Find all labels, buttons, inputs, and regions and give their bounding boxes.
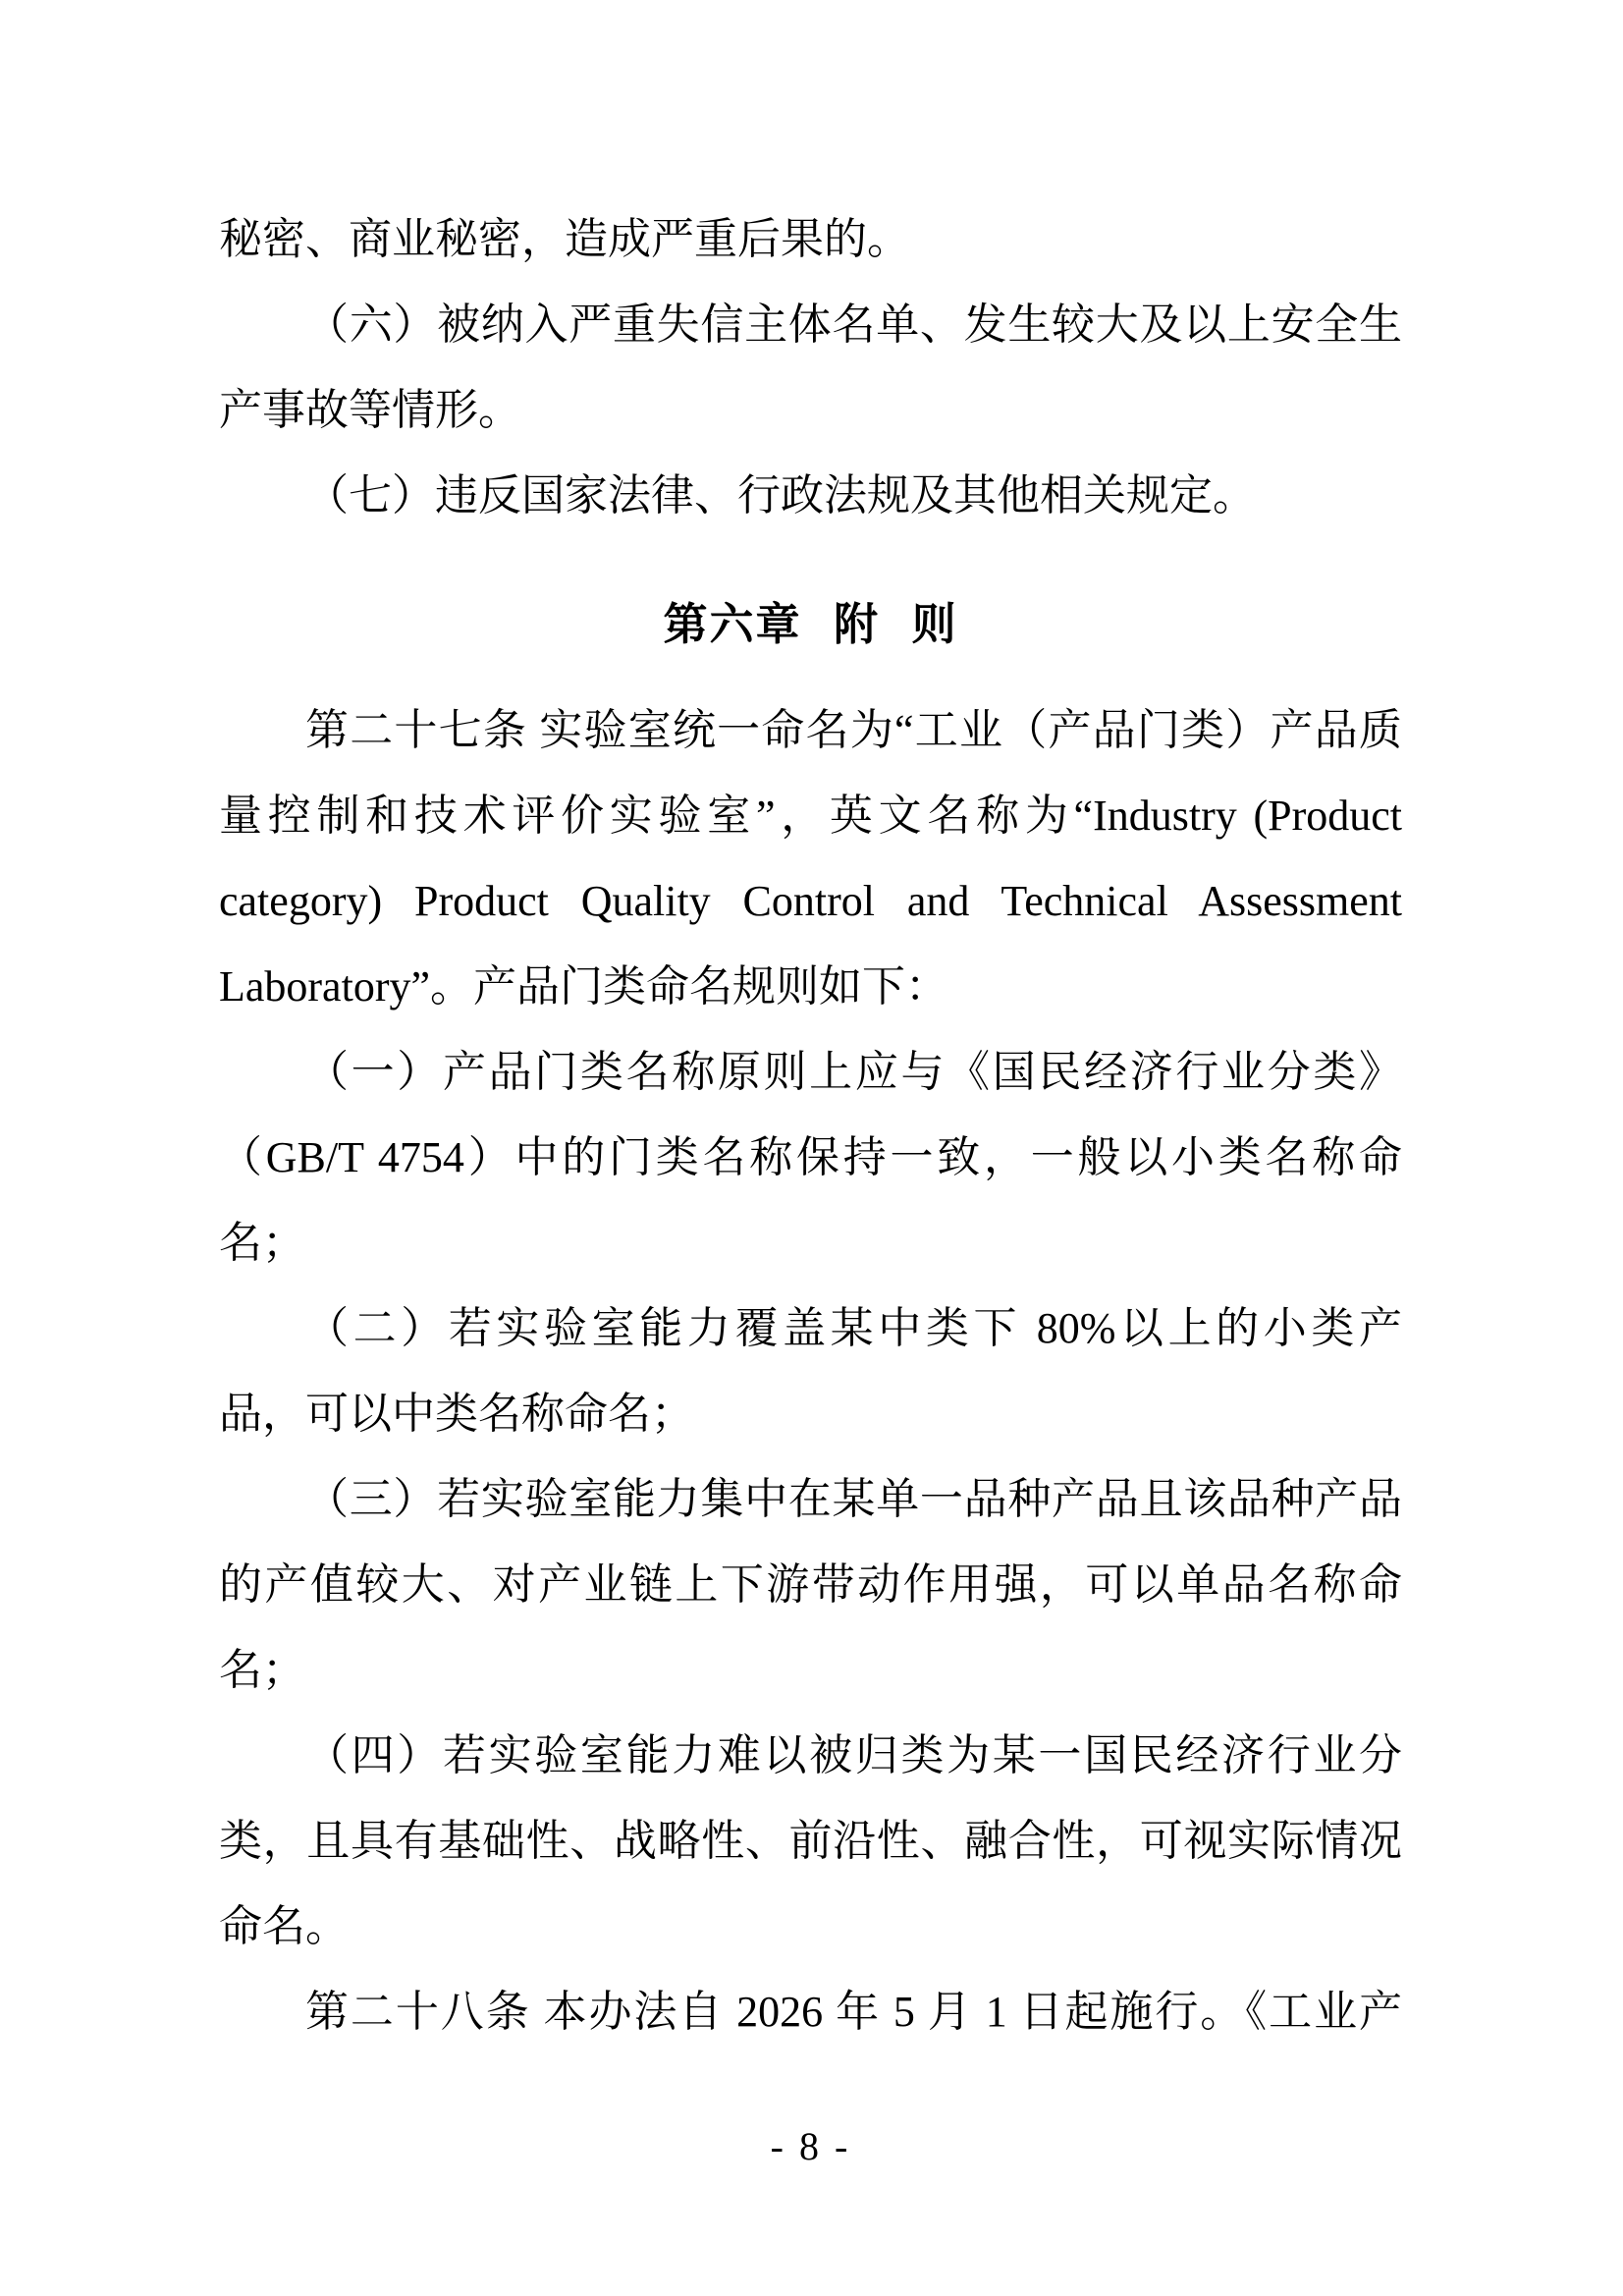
document-line: （二）若实验室能力覆盖某中类下 80%以上的小类产 <box>305 1304 1402 1352</box>
document-line: 产事故等情形。 <box>219 386 521 434</box>
page-number: - 8 - <box>770 2124 851 2168</box>
document-line: 命名。 <box>219 1902 349 1950</box>
document-line: （七）违反国家法律、行政法规及其他相关规定。 <box>305 471 1256 519</box>
document-line: 的产值较大、对产业链上下游带动作用强，可以单品名称命 <box>219 1560 1402 1609</box>
chapter-heading: 第六章 附 则 <box>663 599 958 649</box>
document-line: 类，且具有基础性、战略性、前沿性、融合性，可视实际情况 <box>219 1817 1402 1865</box>
document-line: 量控制和技术评价实验室”，英文名称为“Industry (Product <box>219 792 1402 840</box>
document-line: Laboratory”。产品门类命名规则如下： <box>219 962 948 1011</box>
document-line: （三）若实验室能力集中在某单一品种产品且该品种产品 <box>305 1475 1402 1523</box>
document-body <box>219 196 1402 2171</box>
document-line: 第二十七条 实验室统一命名为“工业（产品门类）产品质 <box>305 706 1402 754</box>
document-line: （一）产品门类名称原则上应与《国民经济行业分类》 <box>305 1048 1402 1096</box>
document-line: 名； <box>219 1646 305 1694</box>
document-line: 秘密、商业秘密，造成严重后果的。 <box>219 215 910 263</box>
document-line: 名； <box>219 1219 305 1267</box>
document-line: 第二十八条 本办法自 2026 年 5 月 1 日起施行。《工业产 <box>305 1988 1402 2036</box>
document-line: category) Product Quality Control and Technical Assessment <box>219 877 1402 925</box>
document-line: （GB/T 4754）中的门类名称保持一致，一般以小类名称命 <box>219 1133 1402 1181</box>
document-line: （四）若实验室能力难以被归类为某一国民经济行业分 <box>305 1731 1402 1779</box>
document-line: （六）被纳入严重失信主体名单、发生较大及以上安全生 <box>305 301 1402 349</box>
document-line: 品，可以中类名称命名； <box>219 1390 694 1438</box>
